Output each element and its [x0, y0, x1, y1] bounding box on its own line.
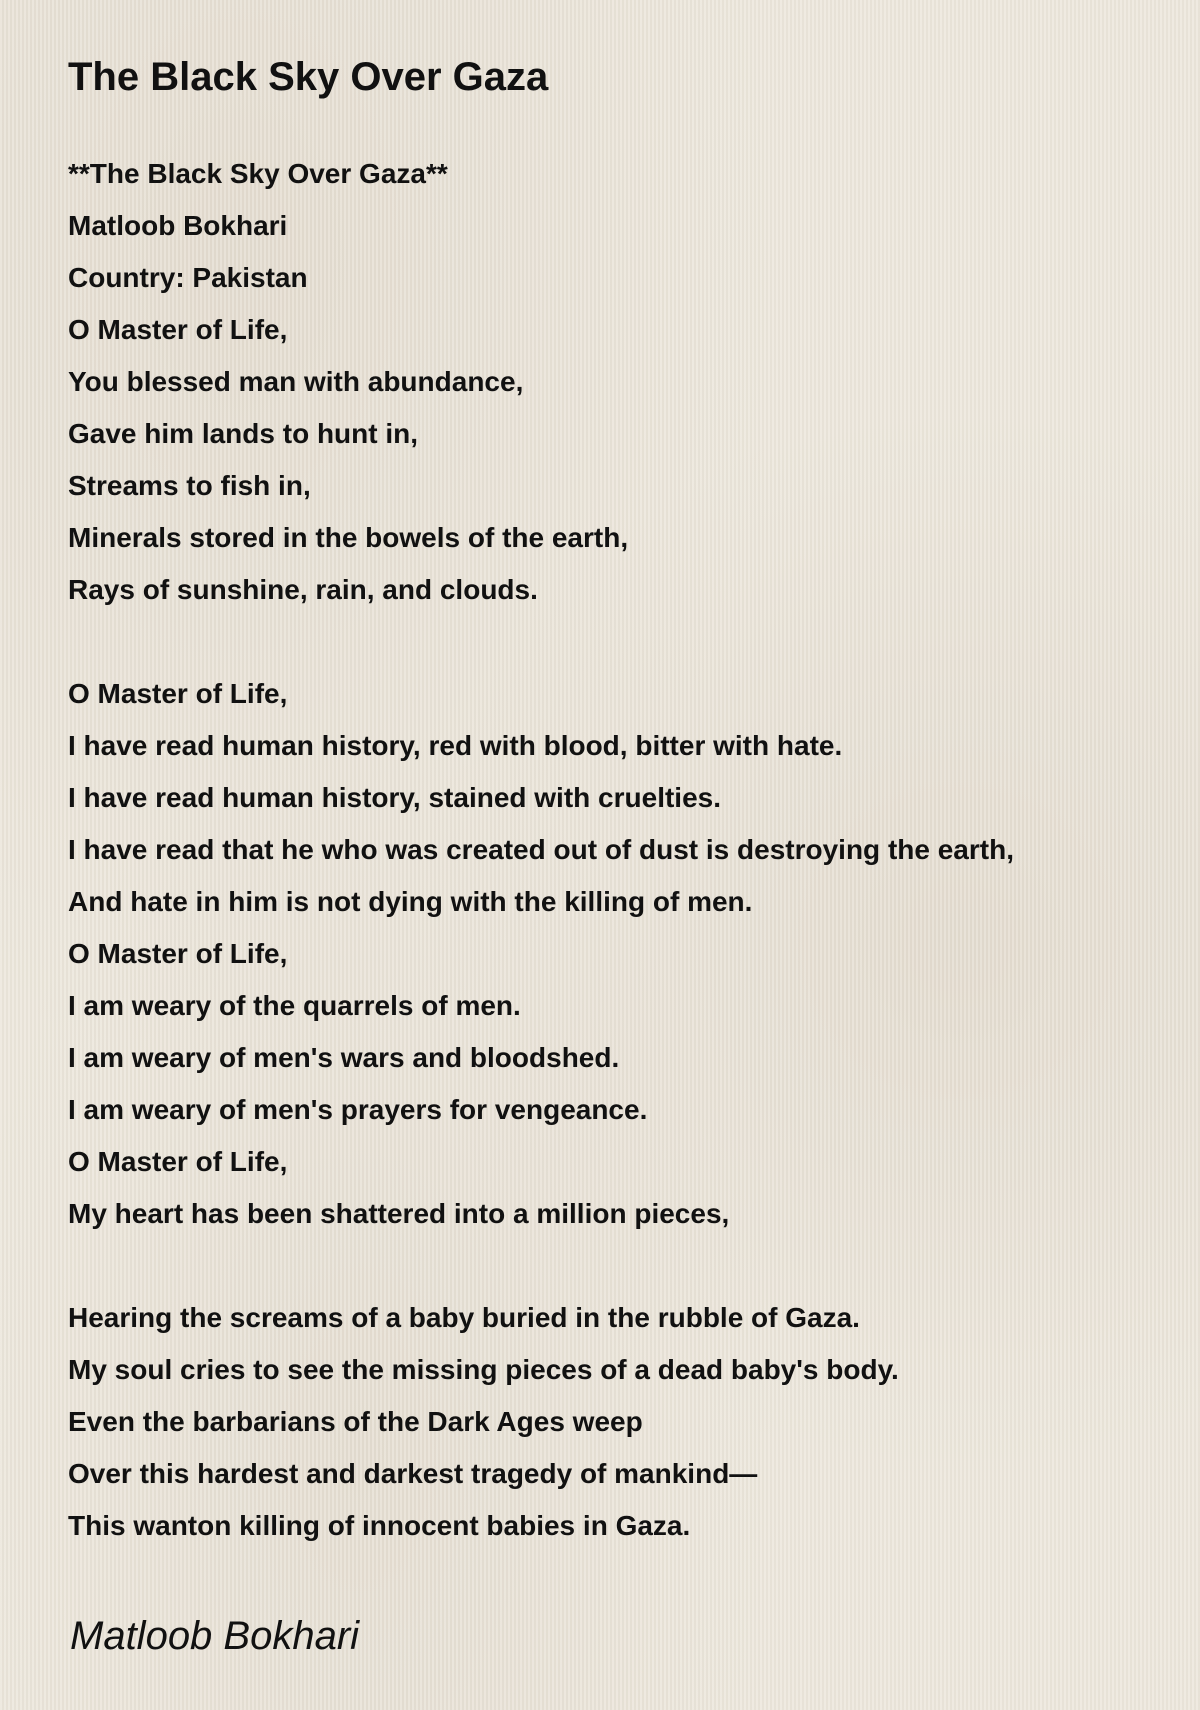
stanza-2: [68, 668, 1178, 1240]
poem-line: O Master of Life,: [68, 938, 288, 969]
poem-line: You blessed man with abundance,: [68, 366, 524, 397]
poem-line: Over this hardest and darkest tragedy of mankind—: [68, 1458, 758, 1489]
poem-line: Country: Pakistan: [68, 262, 308, 293]
poem-line: My heart has been shattered into a million pieces,: [68, 1198, 730, 1229]
poem-page: [68, 50, 1178, 1604]
poem-title: The Black Sky Over Gaza: [68, 55, 549, 99]
poem-line: O Master of Life,: [68, 1146, 288, 1177]
poem-line: O Master of Life,: [68, 314, 288, 345]
stanza-3: [68, 1292, 1178, 1552]
poem-line: My soul cries to see the missing pieces of a dead baby's body.: [68, 1354, 899, 1385]
poem-line: Matloob Bokhari: [68, 210, 288, 241]
poem-line: Rays of sunshine, rain, and clouds.: [68, 574, 538, 605]
poem-line: I am weary of men's prayers for vengeance.: [68, 1094, 648, 1125]
stanza-1: [68, 148, 1178, 616]
poem-line: Gave him lands to hunt in,: [68, 418, 419, 449]
poem-line: Hearing the screams of a baby buried in the rubble of Gaza.: [68, 1302, 860, 1333]
poem-line: This wanton killing of innocent babies in Gaza.: [68, 1510, 691, 1541]
poem-line: O Master of Life,: [68, 678, 288, 709]
poem-line: I have read that he who was created out of dust is destroying the earth,: [68, 834, 1014, 865]
poem-line: Even the barbarians of the Dark Ages weep: [68, 1406, 643, 1437]
poem-line: I have read human history, red with blood, bitter with hate.: [68, 730, 843, 761]
poem-line: Streams to fish in,: [68, 470, 311, 501]
poem-line: I am weary of the quarrels of men.: [68, 990, 521, 1021]
poem-line: Minerals stored in the bowels of the earth,: [68, 522, 629, 553]
poem-line: I have read human history, stained with cruelties.: [68, 782, 721, 813]
author-signature: Matloob Bokhari: [70, 1614, 360, 1658]
poem-line: I am weary of men's wars and bloodshed.: [68, 1042, 620, 1073]
poem-line: And hate in him is not dying with the killing of men.: [68, 886, 753, 917]
poem-line: **The Black Sky Over Gaza**: [68, 158, 448, 189]
